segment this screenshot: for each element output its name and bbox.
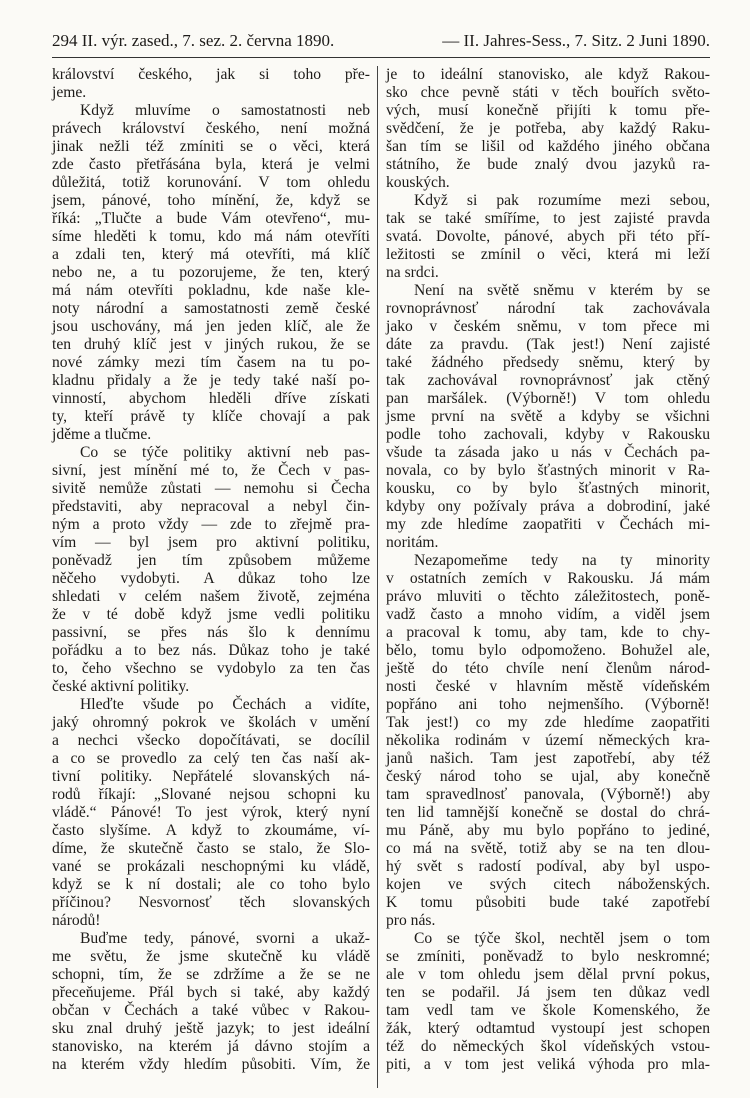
text-line: tak zachovával rovnoprávnosť jak ctěný <box>386 372 710 389</box>
text-line: jsem, pánové, toho mínění, že, když se <box>52 192 370 209</box>
text-line: tam spravedlnosť panovala, (Výborně!) aby <box>386 786 710 803</box>
text-line: popřáno ani toho nejmenšího. (Výborně! <box>386 696 710 713</box>
text-line: Buďme tedy, pánové, svorni a ukaž- <box>80 930 370 947</box>
text-line: státního, že bude znalý dvou jazyků ra- <box>386 156 710 173</box>
text-line: na kterém vždy hledím působiti. Vím, že <box>52 1056 370 1073</box>
text-line: kladnu přidaly a že je tedy také naší po- <box>52 372 370 389</box>
text-line: jděme a tlučme. <box>52 426 152 443</box>
text-line: kojen ve svých citech náboženských. <box>386 876 710 893</box>
text-line: sivní, jest mínění mé to, že Čech v pas- <box>52 462 370 479</box>
text-line: příčinou? Nesvornosť těch slovanských <box>52 894 370 911</box>
column-divider <box>377 66 378 1088</box>
text-line: a nechci všecko dopočítávati, se docílil <box>52 732 370 749</box>
text-line: tivní politiky. Nepřátelé slovanských ná- <box>52 768 370 785</box>
text-line: vládě.“ Pánové! To jest výrok, který nyní <box>52 804 370 821</box>
text-line: rodů říkají: „Slované nejsou schopni ku <box>52 786 370 803</box>
text-line: ten se podařil. Já jsem ten důkaz vedl <box>386 984 710 1001</box>
text-line: se zmíniti, poněvadž to bylo neskromné; <box>386 948 710 965</box>
text-line: svatá. Dovolte, pánové, abych při této pří- <box>386 228 710 245</box>
text-line: poněvadž jen tím způsobem můžeme <box>52 552 370 569</box>
text-line: díme, že skutečně často se stalo, že Slo- <box>52 840 370 857</box>
text-line: podle toho zachovali, kdyby v Rakousku <box>386 426 710 443</box>
text-line: též do německých škol vídeňských vstou- <box>386 1038 710 1055</box>
text-line: janů našich. Tam jest zapotřebí, aby též <box>386 750 710 767</box>
text-line: pan maršálek. (Výborně!) V tom ohledu <box>386 390 710 407</box>
text-line: Hleďte všude po Čechách a vidíte, <box>80 696 370 713</box>
text-line: noty národní a samostatnosti země české <box>52 300 370 317</box>
text-line: v ostatních zemích v Rakousku. Já mám <box>386 570 710 587</box>
text-line: vých, musí konečně přijíti k tomu pře- <box>386 102 710 119</box>
text-line: dáte za pravdu. (Tak jest!) Není zajisté <box>386 336 710 353</box>
text-line: tam vedl tam ve škole Komenského, že <box>386 1002 710 1019</box>
text-line: zde často přetřásána byla, která je velmi <box>52 156 370 173</box>
text-line: Co se týče politiky aktivní neb pas- <box>80 444 370 461</box>
text-line: všude ta zásada jako u nás v Čechách pa- <box>386 444 710 461</box>
text-line: vinností, abychom hleděli dříve získati <box>52 390 370 407</box>
text-line: Když mluvíme o samostatnosti neb <box>80 102 370 119</box>
text-line: sivitě nemůže zůstati — nemohu si Čecha <box>52 480 370 497</box>
text-line: mu Páně, aby mu bylo popřáno to jediné, <box>386 822 710 839</box>
text-line: ten druhý klíč jest v jiných rukou, že se <box>52 336 370 353</box>
text-line: my zde hledíme zaopatřiti v Čechách mi- <box>386 516 710 533</box>
text-line: české aktivní politiky. <box>52 678 190 695</box>
header-german: — II. Jahres-Sess., 7. Sitz. 2 Juni 1890. <box>442 31 710 50</box>
text-line: shledati v celém našem životě, zejména <box>52 588 370 605</box>
header-czech: 294 II. výr. zased., 7. sez. 2. června 1890. <box>52 31 335 50</box>
text-line: to, čeho všechno se vydobylo za ten čas <box>52 660 370 677</box>
text-line: piti, a v tom jest veliká výhoda pro mla- <box>386 1056 710 1073</box>
left-column <box>52 66 370 1074</box>
text-line: K tomu působiti bude také zapotřebí <box>386 894 710 911</box>
text-line: kousku, co by bylo šťastných minorit, <box>386 480 710 497</box>
right-column <box>386 66 710 1074</box>
text-line: me světu, že jsme skutečně ku vládě <box>52 948 370 965</box>
text-line: jsme první na světě a kdyby se všichni <box>386 408 710 425</box>
header-rule <box>52 57 710 58</box>
text-line: a co se provedlo za celý ten čas naší ak- <box>52 750 370 767</box>
text-line: právo mluviti o těchto záležitostech, poně- <box>386 588 710 605</box>
text-line: síme hleděti k tomu, kdo má nám otevříti <box>52 228 370 245</box>
running-header <box>52 31 710 51</box>
text-line: představiti, aby nepracoval a nebyl čin- <box>52 498 370 515</box>
text-line: důležitá, totiž korunování. V tom ohledu <box>52 174 370 191</box>
text-line: má nám otevříti pokladnu, kde naše kle- <box>52 282 370 299</box>
text-line: jinak nežli též zmíniti se o věci, která <box>52 138 370 155</box>
text-line: národů! <box>52 912 101 929</box>
text-line: kouských. <box>386 174 450 191</box>
text-line: je to ideální stanovisko, ale když Rakou- <box>386 66 710 83</box>
text-line: pro nás. <box>386 912 436 929</box>
text-line: království českého, jak si toho pře- <box>52 66 370 83</box>
text-line: vané se prokázali neschopnými ku vládě, <box>52 858 370 875</box>
text-line: Co se týče škol, nechtěl jsem o tom <box>414 930 710 947</box>
text-line: vadž často a mnoho vidím, a viděl jsem <box>386 606 710 623</box>
text-line: často slyšíme. A když to zkoumáme, ví- <box>52 822 370 839</box>
text-line: kdyby ony požívaly práva a dobrodiní, jaké <box>386 498 710 515</box>
text-line: sko chce pevně státi v těch bouřích světo- <box>386 84 710 101</box>
text-line: říká: „Tlučte a bude Vám otevřeno“, mu- <box>52 210 370 227</box>
text-line: šan tím se lišil od každého jiného občana <box>386 138 710 155</box>
text-line: hý svět s radostí podíval, aby byl uspo- <box>386 858 710 875</box>
text-line: jako v českém sněmu, v tom přece mi <box>386 318 710 335</box>
text-line: tak se také smíříme, to jest zajisté pravda <box>386 210 710 227</box>
text-line: ty, kteří právě ty klíče chovají a pak <box>52 408 370 425</box>
text-line: ten lid tamnější konečně se dostal do chrá- <box>386 804 710 821</box>
text-line: pořádku a to bez nás. Důkaz toho je také <box>52 642 370 659</box>
text-line: bělo, tomu bylo odpomoženo. Bohužel ale, <box>386 642 710 659</box>
text-line: také žádného předsedy sněmu, který by <box>386 354 710 371</box>
text-line: stanovisko, na kterém já dávno stojím a <box>52 1038 370 1055</box>
text-line: ným a proto vždy — zde to zřejmě pra- <box>52 516 370 533</box>
text-line: ležitosti se zmínil o věci, která mi leží <box>386 246 710 263</box>
text-line: passivní, se přes nás šlo k dennímu <box>52 624 370 641</box>
text-line: svědčení, že je potřeba, aby každý Raku- <box>386 120 710 137</box>
text-line: a zdali ten, který má otevříti, má klíč <box>52 246 370 263</box>
text-line: ještě do této chvíle není členům národ- <box>386 660 710 677</box>
text-line: Když si pak rozumíme mezi sebou, <box>414 192 710 209</box>
text-line: novala, co by bylo šťastných minorit v Ra- <box>386 462 710 479</box>
text-line: sku znal druhý ještě jazyk; to jest ideální <box>52 1020 370 1037</box>
text-line: Nezapomeňme tedy na ty minority <box>414 552 710 569</box>
text-line: když se k ní dostali; ale co toho bylo <box>52 876 370 893</box>
text-line: nové zámky mezi tím časem na tu po- <box>52 354 370 371</box>
text-line: právech království českého, není možná <box>52 120 370 137</box>
text-line: rovnoprávnosť národní tak zachovávala <box>386 300 710 317</box>
text-line: a pracoval k tomu, aby tam, kde to chy- <box>386 624 710 641</box>
text-line: co má na světě, totiž aby se na ten dlou- <box>386 840 710 857</box>
text-line: na srdci. <box>386 264 439 281</box>
text-line: jaký ohromný pokrok ve školách v umění <box>52 714 370 731</box>
text-line: nosti české v hlavním městě vídeňském <box>386 678 710 695</box>
text-line: český národ toho se ujal, aby konečně <box>386 768 710 785</box>
text-line: Není na světě sněmu v kterém by se <box>414 282 710 299</box>
text-line: přeceňujeme. Přál bych si také, aby každý <box>52 984 370 1001</box>
text-line: schopni, tím, že se zdržíme a že se ne <box>52 966 370 983</box>
text-line: noritám. <box>386 534 439 551</box>
text-line: ale v tom ohledu jsem dělal první pokus, <box>386 966 710 983</box>
text-line: několika rodinám v území německých kra- <box>386 732 710 749</box>
text-line: jsou uschovány, má jen jeden klíč, ale že <box>52 318 370 335</box>
text-line: že v té době když jsme vedli politiku <box>52 606 370 623</box>
text-line: jeme. <box>52 84 87 101</box>
text-line: nebo ne, a tu pozorujeme, že ten, který <box>52 264 370 281</box>
text-line: žák, který odtamtud vystoupí jest schopen <box>386 1020 710 1037</box>
text-line: vím — byl jsem pro aktivní politiku, <box>52 534 370 551</box>
text-line: občan v Čechách a také vůbec v Rakou- <box>52 1002 370 1019</box>
text-line: Tak jest!) co my zde hledíme zaopatřiti <box>386 714 710 731</box>
text-line: něčeho vydobyti. A důkaz toho lze <box>52 570 370 587</box>
